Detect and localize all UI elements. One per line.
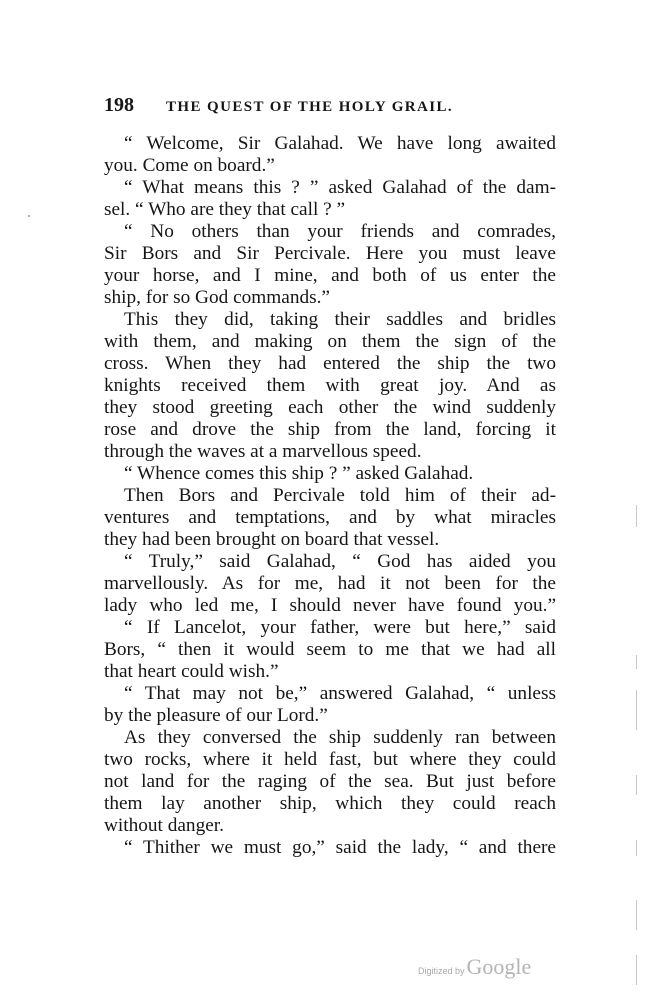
text-line: through the waves at a marvellous speed.: [104, 441, 422, 462]
text-line: them lay another ship, which they could reach: [104, 793, 556, 814]
text-line: “ No others than your friends and comrades,: [124, 221, 556, 242]
page-number: 198: [104, 94, 134, 116]
text-line: sel. “ Who are they that call ? ”: [104, 199, 346, 220]
text-line: Then Bors and Percivale told him of their ad-: [124, 485, 556, 506]
text-line: knights received them with great joy. And as: [104, 375, 556, 396]
text-line: This they did, taking their saddles and bridles: [124, 309, 556, 330]
text-line: ventures and temptations, and by what miracles: [104, 507, 556, 528]
scan-speck: [28, 215, 30, 217]
digitized-watermark: [418, 954, 531, 980]
edge-mark: [636, 775, 637, 795]
edge-mark: [636, 690, 637, 730]
text-line: cross. When they had entered the ship the two: [104, 353, 556, 374]
text-line: ship, for so God commands.”: [104, 287, 330, 308]
text-line: “ If Lancelot, your father, were but here,” said: [124, 617, 556, 638]
text-line: that heart could wish.”: [104, 661, 279, 682]
text-line: your horse, and I mine, and both of us enter the: [104, 265, 556, 286]
text-line: “ Thither we must go,” said the lady, “ and there: [124, 837, 556, 858]
text-line: two rocks, where it held fast, but where they could: [104, 749, 556, 770]
body-text: [104, 133, 556, 859]
text-line: “ That may not be,” answered Galahad, “ unless: [124, 683, 556, 704]
text-line: without danger.: [104, 815, 224, 836]
text-line: they stood greeting each other the wind suddenly: [104, 397, 556, 418]
text-line: marvellously. As for me, had it not been for the: [104, 573, 556, 594]
edge-mark: [636, 900, 637, 930]
edge-mark: [636, 655, 637, 669]
text-line: they had been brought on board that vessel.: [104, 529, 440, 550]
text-line: you. Come on board.”: [104, 155, 275, 176]
text-line: “ Whence comes this ship ? ” asked Galahad.: [124, 463, 474, 484]
edge-mark: [636, 840, 637, 856]
text-line: Sir Bors and Sir Percivale. Here you must leave: [104, 243, 556, 264]
text-line: As they conversed the ship suddenly ran between: [124, 727, 556, 748]
text-line: “ Welcome, Sir Galahad. We have long awaited: [124, 133, 556, 154]
running-title: THE QUEST OF THE HOLY GRAIL.: [166, 99, 454, 115]
page-edge-marks: [636, 0, 640, 1000]
text-line: not land for the raging of the sea. But just before: [104, 771, 556, 792]
text-line: “ Truly,” said Galahad, “ God has aided you: [124, 551, 556, 572]
edge-mark: [636, 955, 637, 985]
text-line: “ What means this ? ” asked Galahad of the dam-: [124, 177, 556, 198]
text-line: by the pleasure of our Lord.”: [104, 705, 328, 726]
text-line: with them, and making on them the sign of the: [104, 331, 556, 352]
watermark-prefix: Digitized by: [418, 966, 465, 976]
google-logo: Google: [466, 954, 532, 979]
text-line: lady who led me, I should never have found you.”: [104, 595, 556, 616]
text-line: rose and drove the ship from the land, forcing it: [104, 419, 556, 440]
text-line: Bors, “ then it would seem to me that we had all: [104, 639, 556, 660]
page-header: [104, 94, 564, 120]
edge-mark: [636, 505, 637, 527]
